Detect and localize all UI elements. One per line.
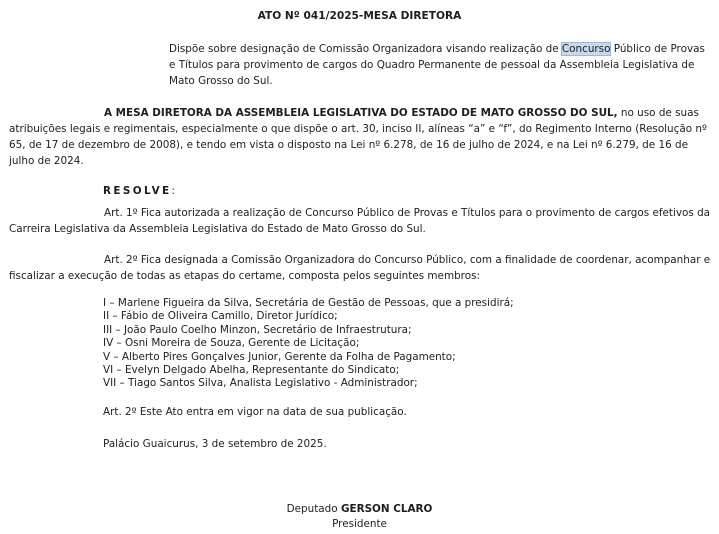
members-list [103, 297, 514, 391]
ementa-text-end: Público de Provas e Títulos para provimento de cargos do Quadro Permanente de pessoal da Assembleia Legislativa de Mato Grosso do Sul. [169, 43, 705, 87]
place-date: Palácio Guaicurus, 3 de setembro de 2025. [103, 438, 327, 450]
list-item: I – Marlene Figueira da Silva, Secretária de Gestão de Pessoas, que a presidirá; [103, 297, 514, 309]
article-1-text: Art. 1º Fica autorizada a realização de Concurso Público de Provas e Títulos para o provimento de cargos efetivos da Carreira Legislativa da Assembleia Legislativa do Estado de Mato Grosso do Sul. [9, 207, 711, 235]
preamble-text: no uso de suas atribuições legais e regimentais, especialmente o que dispõe o art. 30, inciso II, alíneas “a” e “f”, do Regimento Interno (Resolução nº 65, de 17 de dezembro de 2008), e tendo em vista o disposto na Lei nº 6.278, de 16 de julho de 2024, e na Lei nº 6.279, de 16 de julho de 2024. [9, 107, 707, 167]
resolve-colon: : [171, 185, 176, 197]
resolve-heading [103, 185, 175, 197]
article-effective: Art. 2º Este Ato entra em vigor na data de sua publicação. [103, 406, 407, 418]
list-item: II – Fábio de Oliveira Camillo, Diretor Jurídico; [103, 310, 338, 323]
search-highlight: Concurso [561, 43, 611, 55]
article-1 [9, 205, 711, 237]
signature-name: GERSON CLARO [340, 503, 433, 515]
preamble [9, 105, 711, 169]
article-2 [9, 252, 711, 284]
list-item: VII – Tiago Santos Silva, Analista Legislativo - Administrador; [103, 377, 418, 390]
list-item: V – Alberto Pires Gonçalves Junior, Gerente da Folha de Pagamento; [103, 350, 456, 363]
signature-role: Presidente [332, 518, 387, 530]
resolve-word: RESOLVE [103, 185, 172, 197]
act-title: ATO Nº 041/2025-MESA DIRETORA [257, 10, 462, 22]
list-item: VI – Evelyn Delgado Abelha, Representante do Sindicato; [103, 364, 400, 377]
ementa [169, 41, 714, 89]
ementa-text-start: Dispõe sobre designação de Comissão Organizadora visando realização de [169, 43, 562, 55]
article-2-text: Art. 2º Fica designada a Comissão Organizadora do Concurso Público, com a finalidade de coordenar, acompanhar e fiscalizar a execução de todas as etapas do certame, composta pelos seguintes membros: [9, 254, 711, 282]
list-item: III – João Paulo Coelho Minzon, Secretário de Infraestrutura; [103, 323, 412, 336]
signature-line [0, 503, 719, 515]
list-item: IV – Osni Moreira de Souza, Gerente de Licitação; [103, 337, 360, 350]
preamble-bold: A MESA DIRETORA DA ASSEMBLEIA LEGISLATIVA DO ESTADO DE MATO GROSSO DO SUL, [104, 107, 618, 119]
signature-prefix: Deputado [286, 503, 341, 515]
